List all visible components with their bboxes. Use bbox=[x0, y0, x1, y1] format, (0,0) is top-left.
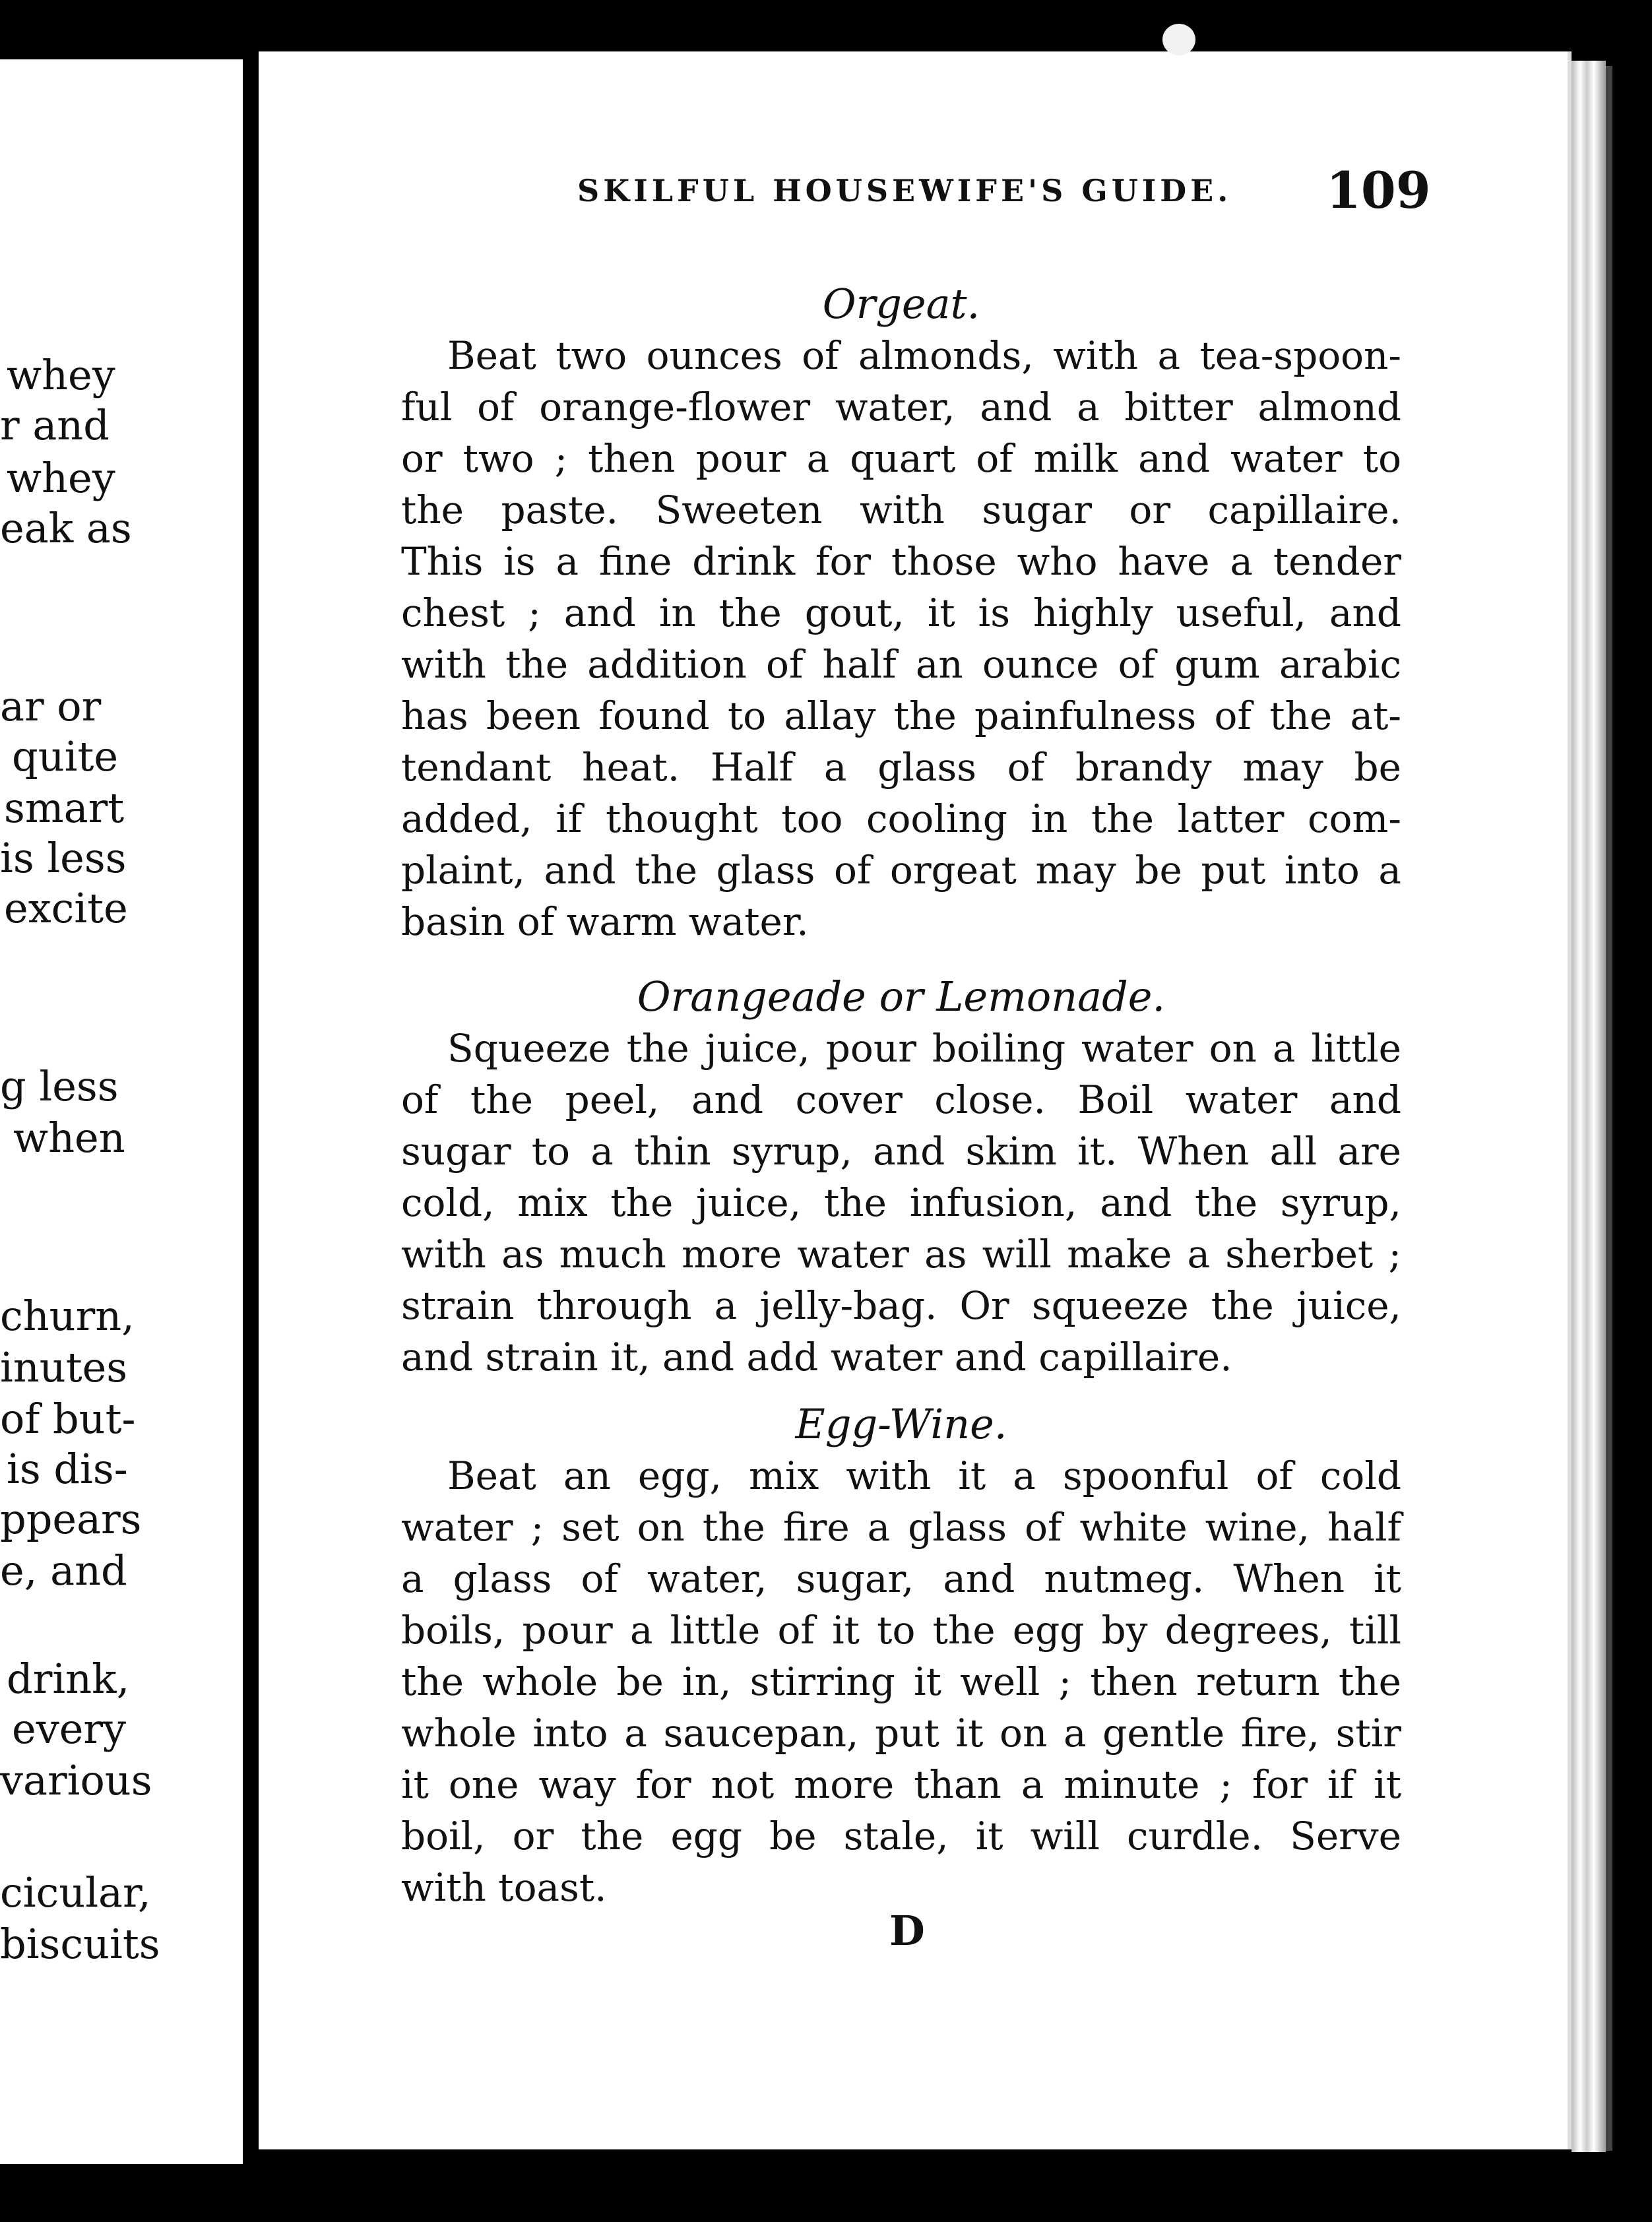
facing-text-fragment: eak as bbox=[0, 504, 132, 552]
text-line: has been found to allay the painfulness of the at- bbox=[401, 693, 1401, 738]
facing-text-fragment: cicular, bbox=[0, 1868, 151, 1917]
facing-text-fragment: drink, bbox=[7, 1655, 130, 1703]
text-line: ful of orange-flower water, and a bitter almond bbox=[401, 385, 1401, 429]
recipe-heading: Orgeat. bbox=[822, 280, 980, 328]
recipe-body bbox=[401, 1450, 1401, 1913]
text-line: sugar to a thin syrup, and skim it. When all are bbox=[401, 1129, 1401, 1174]
recipe-heading: Orangeade or Lemonade. bbox=[637, 972, 1166, 1021]
text-line: and strain it, and add water and capillaire. bbox=[401, 1335, 1232, 1380]
recipe-orangeade bbox=[401, 971, 1401, 1383]
facing-text-fragment: various bbox=[0, 1756, 152, 1804]
text-line: a glass of water, sugar, and nutmeg. When it bbox=[401, 1556, 1401, 1601]
running-head bbox=[310, 135, 1431, 220]
text-line: plaint, and the glass of orgeat may be put into a bbox=[401, 848, 1401, 893]
facing-text-fragment: g less bbox=[0, 1062, 119, 1110]
text-line: or two ; then pour a quart of milk and water to bbox=[401, 436, 1401, 481]
page-number: 109 bbox=[1326, 161, 1431, 220]
recipe-egg-wine bbox=[401, 1399, 1401, 1913]
recipe-body bbox=[401, 330, 1401, 947]
facing-text-fragment: every bbox=[12, 1705, 127, 1753]
facing-text-fragment: whey bbox=[7, 454, 115, 502]
facing-text-fragment: excite bbox=[4, 884, 128, 932]
facing-text-fragment: churn, bbox=[0, 1292, 135, 1340]
text-line: basin of warm water. bbox=[401, 899, 809, 944]
text-line: cold, mix the juice, the infusion, and the syrup, bbox=[401, 1180, 1401, 1225]
facing-text-fragment: ar or bbox=[0, 682, 102, 730]
text-line: Squeeze the juice, pour boiling water on a little bbox=[447, 1026, 1401, 1071]
book-gutter bbox=[243, 53, 257, 2171]
text-line: Beat an egg, mix with it a spoonful of cold bbox=[447, 1453, 1401, 1498]
facing-text-fragment: whey bbox=[7, 351, 115, 399]
facing-text-fragment: biscuits bbox=[0, 1920, 160, 1968]
text-line: of the peel, and cover close. Boil water and bbox=[401, 1077, 1401, 1122]
text-line: tendant heat. Half a glass of brandy may be bbox=[401, 745, 1401, 790]
facing-text-fragment: ppears bbox=[0, 1495, 142, 1543]
text-line: water ; set on the fire a glass of white wine, half bbox=[401, 1505, 1401, 1550]
text-line: boils, pour a little of it to the egg by degrees, till bbox=[401, 1608, 1401, 1653]
recipe-body bbox=[401, 1023, 1401, 1383]
text-line: This is a fine drink for those who have a tender bbox=[401, 539, 1401, 584]
facing-page bbox=[0, 59, 244, 2164]
text-line: the whole be in, stirring it well ; then return the bbox=[401, 1659, 1401, 1704]
page-edges bbox=[1572, 61, 1606, 2152]
text-line: boil, or the egg be stale, it will curdle. Serve bbox=[401, 1814, 1401, 1858]
text-line: Beat two ounces of almonds, with a tea-spoon- bbox=[447, 333, 1401, 378]
text-line: the paste. Sweeten with sugar or capillaire. bbox=[401, 488, 1401, 532]
facing-text-fragment: is less bbox=[0, 834, 127, 882]
recipe-heading: Egg-Wine. bbox=[795, 1400, 1007, 1448]
text-line: added, if thought too cooling in the latter com- bbox=[401, 796, 1401, 841]
text-line: with toast. bbox=[401, 1865, 607, 1910]
facing-text-fragment: when bbox=[13, 1114, 125, 1162]
recipe-orgeat bbox=[401, 278, 1401, 947]
page-edge-shadow bbox=[1606, 66, 1612, 2151]
text-line: whole into a saucepan, put it on a gentle fire, stir bbox=[401, 1711, 1401, 1756]
text-line: with as much more water as will make a sherbet ; bbox=[401, 1232, 1401, 1277]
paper-speck bbox=[1162, 24, 1195, 55]
facing-text-fragment: smart bbox=[4, 784, 125, 832]
facing-text-fragment: inutes bbox=[0, 1343, 128, 1391]
signature-mark: D bbox=[889, 1907, 925, 1955]
text-line: it one way for not more than a minute ; for if it bbox=[401, 1762, 1401, 1807]
running-title: SKILFUL HOUSEWIFE'S GUIDE. bbox=[577, 173, 1232, 208]
text-line: with the addition of half an ounce of gum arabic bbox=[401, 642, 1401, 687]
facing-text-fragment: quite bbox=[12, 732, 119, 780]
facing-text-fragment: of but- bbox=[0, 1395, 136, 1443]
facing-text-fragment: r and bbox=[0, 401, 110, 449]
text-line: chest ; and in the gout, it is highly useful, and bbox=[401, 590, 1401, 635]
text-line: strain through a jelly-bag. Or squeeze the juice, bbox=[401, 1283, 1401, 1328]
facing-text-fragment: is dis- bbox=[7, 1445, 128, 1493]
facing-text-fragment: e, and bbox=[0, 1546, 127, 1595]
